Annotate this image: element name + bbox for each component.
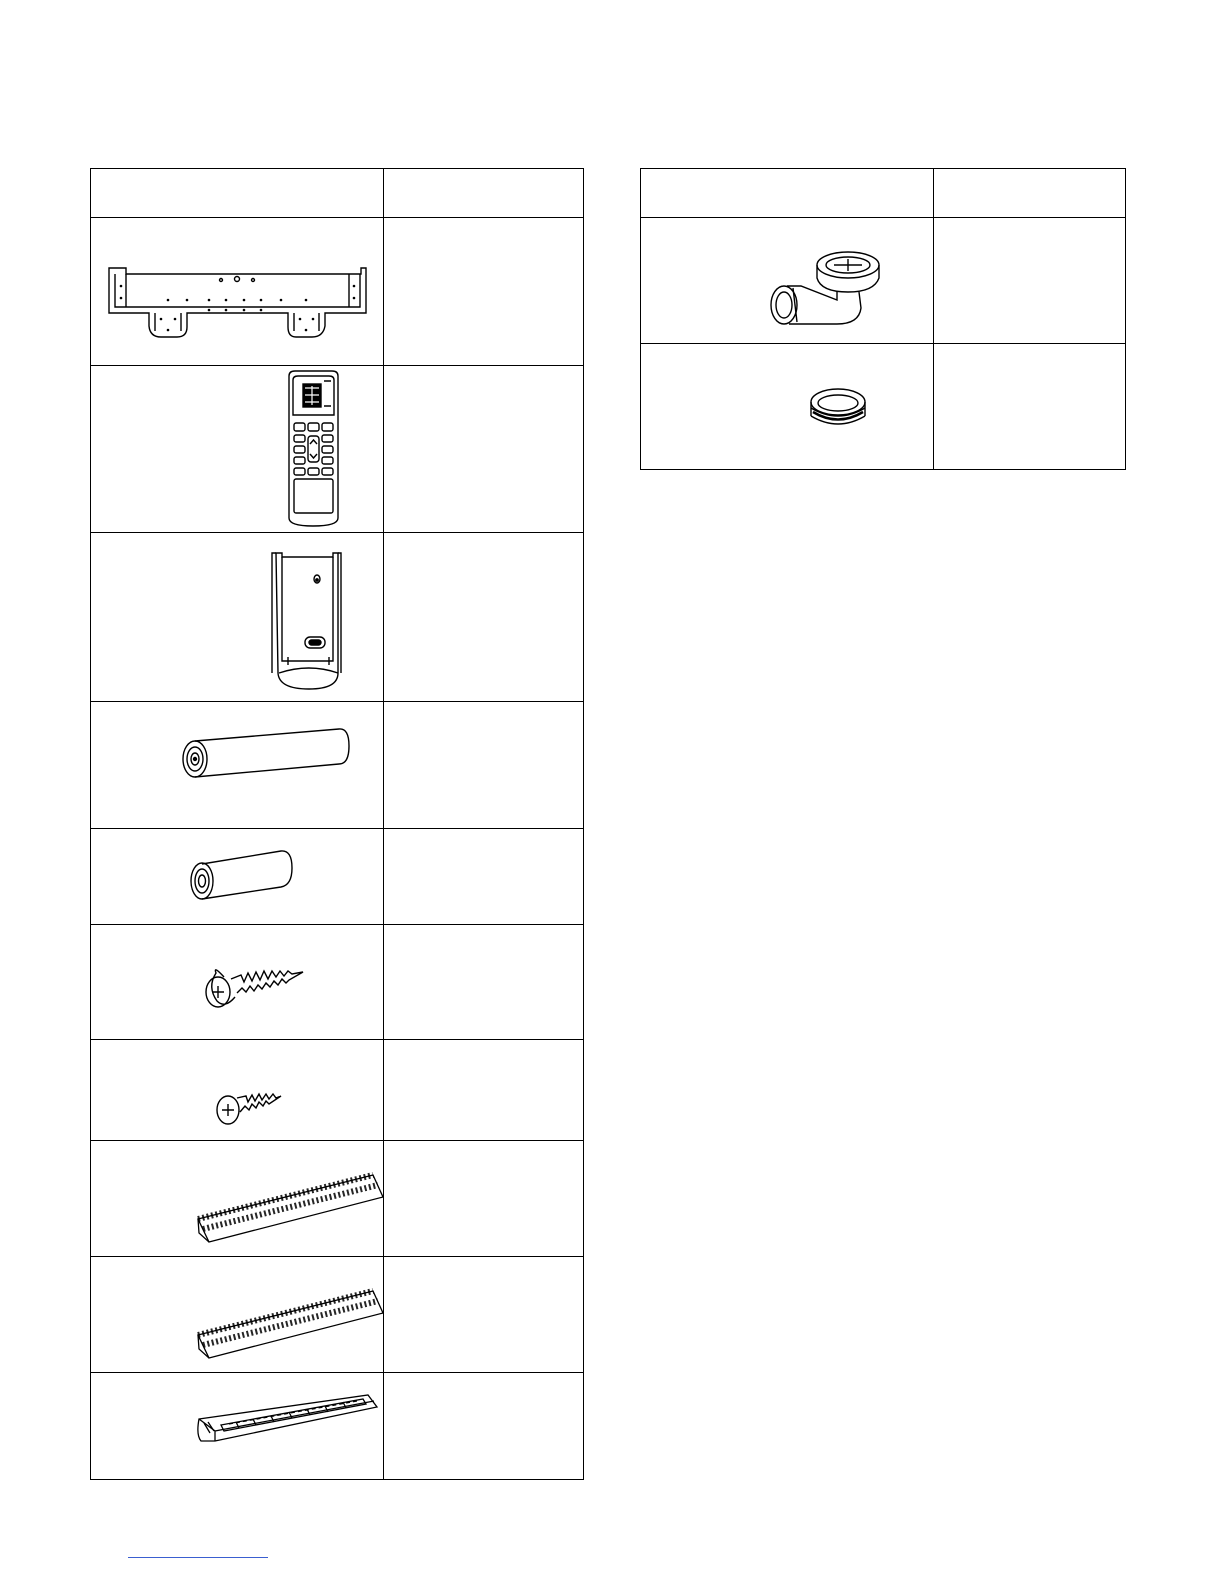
table-row (91, 1040, 584, 1141)
item-label-cell (384, 1257, 584, 1373)
filter-strip-icon (91, 1257, 384, 1373)
table-row (91, 533, 584, 702)
small-battery-icon (91, 829, 384, 925)
item-label-cell (384, 1141, 584, 1257)
table-row (91, 366, 584, 533)
item-image-cell (91, 829, 384, 925)
item-label-cell (384, 218, 584, 366)
header-item-cell (641, 169, 934, 218)
table-header-row (641, 169, 1126, 218)
air-filter-icon (91, 1373, 384, 1480)
table-row (91, 218, 584, 366)
accessories-table-right (640, 168, 1126, 470)
table-row (91, 829, 584, 925)
item-image-cell (641, 344, 934, 470)
item-image-cell (91, 533, 384, 702)
small-screw-icon (91, 1040, 384, 1141)
large-screw-icon (91, 925, 384, 1040)
header-qty-cell (384, 169, 584, 218)
table-row (91, 1141, 584, 1257)
item-image-cell (91, 1141, 384, 1257)
table-row (91, 1257, 584, 1373)
item-label-cell (384, 1040, 584, 1141)
table-header-row (91, 169, 584, 218)
item-image-cell (91, 1040, 384, 1141)
item-label-cell (934, 218, 1126, 344)
accessories-table-left (90, 168, 584, 1480)
item-label-cell (384, 829, 584, 925)
drain-elbow-icon (641, 218, 934, 344)
item-label-cell (384, 533, 584, 702)
drain-cap-ring-icon (641, 344, 934, 470)
table-row (91, 925, 584, 1040)
table-row (641, 344, 1126, 470)
item-label-cell (384, 366, 584, 533)
item-image-cell (641, 218, 934, 344)
footer-rule (128, 1557, 268, 1558)
item-image-cell (91, 702, 384, 829)
remote-holder-icon (91, 533, 384, 702)
item-label-cell (384, 1373, 584, 1480)
item-image-cell (91, 218, 384, 366)
header-item-cell (91, 169, 384, 218)
filter-strip-icon (91, 1141, 384, 1257)
table-row (91, 1373, 584, 1480)
header-qty-cell (934, 169, 1126, 218)
item-label-cell (384, 925, 584, 1040)
remote-control-icon (91, 366, 384, 533)
item-image-cell (91, 366, 384, 533)
table-row (91, 702, 584, 829)
item-label-cell (384, 702, 584, 829)
item-image-cell (91, 925, 384, 1040)
item-label-cell (934, 344, 1126, 470)
table-row (641, 218, 1126, 344)
large-battery-icon (91, 702, 384, 829)
item-image-cell (91, 1257, 384, 1373)
installation-plate-icon (91, 218, 384, 366)
item-image-cell (91, 1373, 384, 1480)
